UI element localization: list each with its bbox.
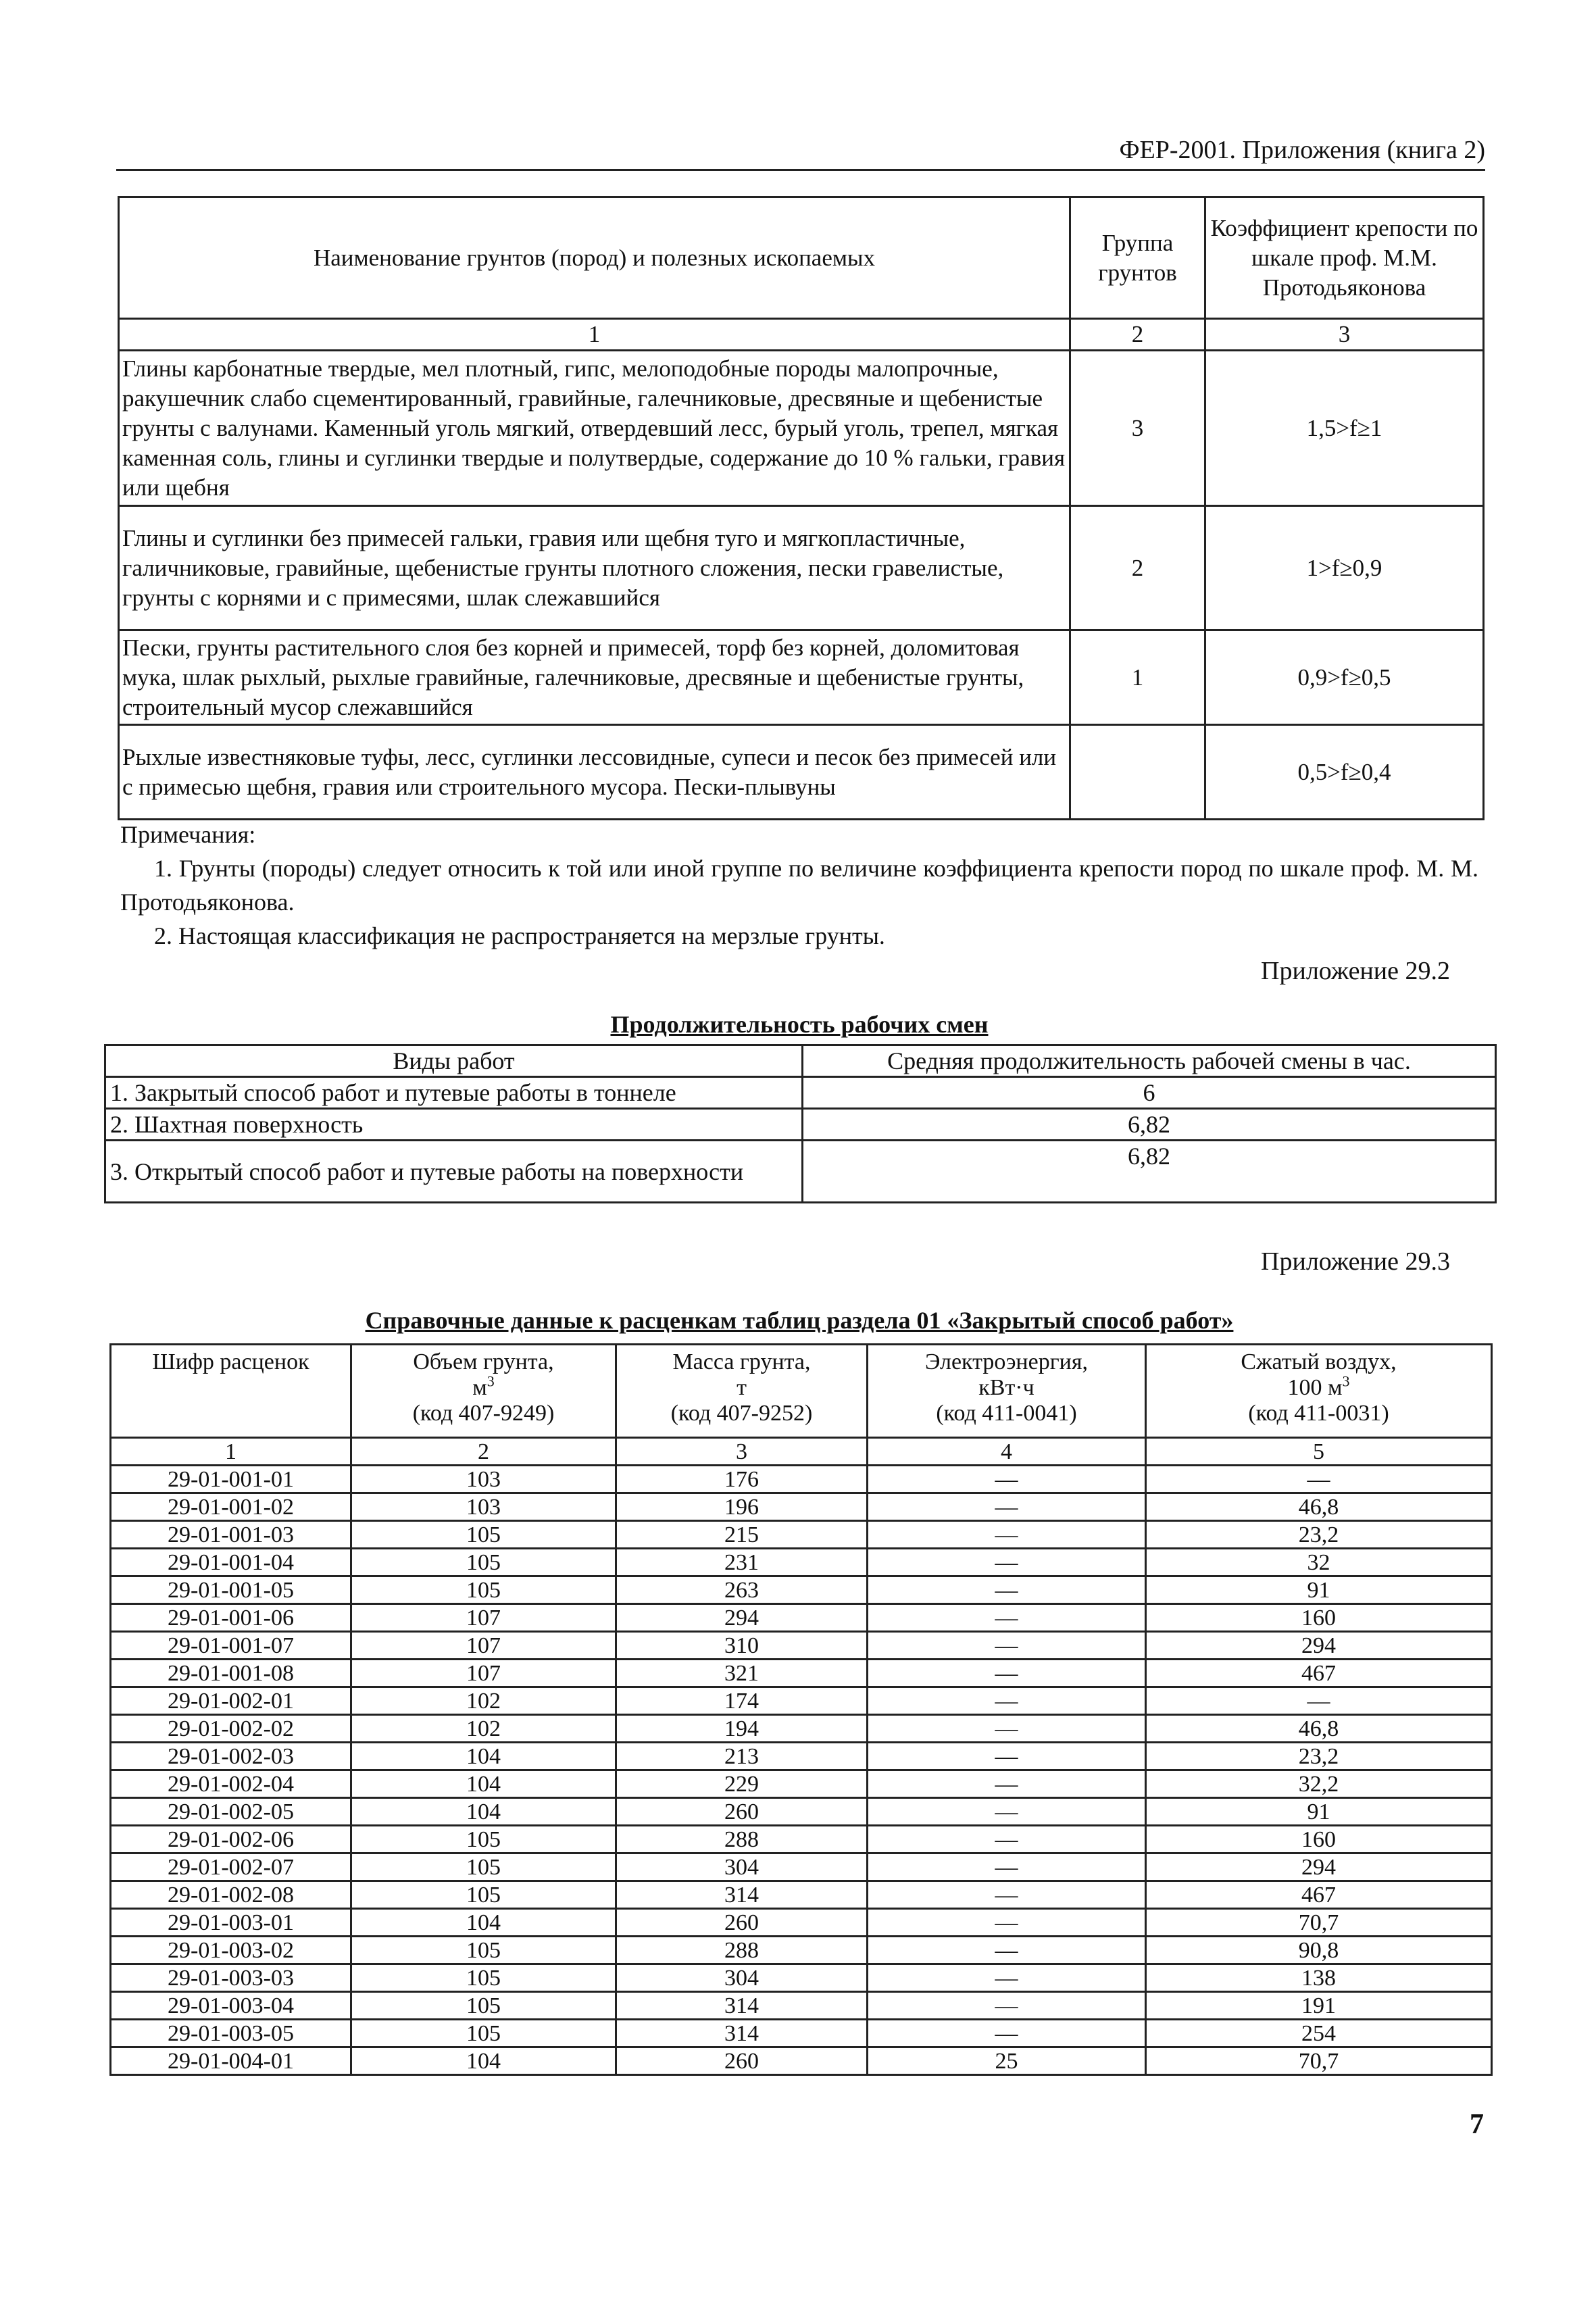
table-row	[111, 1743, 1492, 1770]
electricity: —	[868, 1687, 1146, 1715]
compressed-air: 23,2	[1146, 1521, 1492, 1549]
rate-code: 29-01-001-06	[111, 1604, 351, 1632]
soil-mass: 294	[616, 1604, 868, 1632]
rate-code: 29-01-001-04	[111, 1549, 351, 1576]
rate-code: 29-01-003-05	[111, 2020, 351, 2047]
soil-mass: 304	[616, 1853, 868, 1881]
electricity: —	[868, 1992, 1146, 2020]
electricity: —	[868, 1604, 1146, 1632]
soil-volume: 105	[351, 1853, 616, 1881]
header-soil-name: Наименование грунтов (пород) и полезных ископаемых	[119, 197, 1070, 319]
column-number: 1	[111, 1438, 351, 1466]
header-work-type: Виды работ	[105, 1045, 803, 1077]
note-item: 1. Грунты (породы) следует относить к той или иной группе по величине коэффициента крепости пород по шкале проф. М. М. Протодьяконова.	[120, 855, 1478, 916]
table-row	[111, 2047, 1492, 2075]
electricity: —	[868, 1521, 1146, 1549]
soil-mass: 260	[616, 2047, 868, 2075]
page-number: 7	[1470, 2109, 1484, 2140]
soil-mass: 288	[616, 1937, 868, 1964]
soil-group	[1070, 725, 1205, 820]
soil-volume: 105	[351, 1964, 616, 1992]
compressed-air: 160	[1146, 1604, 1492, 1632]
table-row	[111, 1521, 1492, 1549]
notes-title: Примечания:	[120, 821, 256, 848]
table-row	[111, 1909, 1492, 1937]
column-number: 1	[119, 319, 1070, 351]
soil-classification-table	[118, 196, 1485, 820]
compressed-air: 90,8	[1146, 1937, 1492, 1964]
table-row	[111, 1937, 1492, 1964]
column-number: 2	[1070, 319, 1205, 351]
rate-code: 29-01-002-01	[111, 1687, 351, 1715]
electricity: —	[868, 2020, 1146, 2047]
rate-code: 29-01-004-01	[111, 2047, 351, 2075]
soil-mass: 229	[616, 1770, 868, 1798]
appendix-label: Приложение 29.3	[1261, 1247, 1450, 1276]
header-soil-mass: Масса грунта, т (код 407-9252)	[616, 1345, 868, 1438]
table-row	[105, 1109, 1496, 1141]
running-header: ФЕР-2001. Приложения (книга 2)	[1119, 136, 1485, 164]
rate-code: 29-01-001-01	[111, 1466, 351, 1493]
table-caption: Справочные данные к расценкам таблиц раздела 01 «Закрытый способ работ»	[365, 1307, 1234, 1334]
soil-mass: 260	[616, 1909, 868, 1937]
soil-volume: 104	[351, 1770, 616, 1798]
table-row	[119, 630, 1484, 725]
compressed-air: 254	[1146, 2020, 1492, 2047]
compressed-air: 32	[1146, 1549, 1492, 1576]
table-row	[111, 1660, 1492, 1687]
soil-description: Рыхлые известняковые туфы, лесс, суглинки лессовидные, супеси и песок без примесей или с примесью щебня, гравия или строительного мусора. Пески-плывуны	[119, 725, 1070, 820]
strength-coef: 0,9>f≥0,5	[1205, 630, 1484, 725]
table-row	[111, 1964, 1492, 1992]
rate-code: 29-01-001-05	[111, 1576, 351, 1604]
soil-volume: 107	[351, 1660, 616, 1687]
soil-mass: 314	[616, 1881, 868, 1909]
soil-description: Глины и суглинки без примесей гальки, гравия или щебня туго и мягкопластичные, галичниковые, гравийные, щебенистые грунты плотного сложения, пески гравелистые, грунты с корнями и с примесями, шлак слежавшийся	[119, 506, 1070, 630]
header-rate-code: Шифр расценок	[111, 1345, 351, 1438]
soil-mass: 314	[616, 1992, 868, 2020]
soil-mass: 288	[616, 1826, 868, 1853]
note-item: 2. Настоящая классификация не распространяется на мерзлые грунты.	[154, 922, 885, 949]
soil-volume: 105	[351, 2020, 616, 2047]
soil-volume: 103	[351, 1493, 616, 1521]
electricity: —	[868, 1937, 1146, 1964]
rate-code: 29-01-001-02	[111, 1493, 351, 1521]
header-strength-coef: Коэффициент крепости по шкале проф. М.М. Протодьяконова	[1205, 197, 1484, 319]
soil-mass: 231	[616, 1549, 868, 1576]
work-type: 3. Открытый способ работ и путевые работы на поверхности	[105, 1141, 803, 1203]
appendix-label: Приложение 29.2	[1261, 957, 1450, 985]
electricity: —	[868, 1549, 1146, 1576]
compressed-air: 467	[1146, 1660, 1492, 1687]
table-row	[111, 1632, 1492, 1660]
soil-volume: 104	[351, 2047, 616, 2075]
soil-volume: 105	[351, 1992, 616, 2020]
soil-volume: 105	[351, 1826, 616, 1853]
soil-volume: 105	[351, 1576, 616, 1604]
rate-code: 29-01-002-07	[111, 1853, 351, 1881]
table-caption: Продолжительность рабочих смен	[610, 1011, 989, 1038]
rate-code: 29-01-001-07	[111, 1632, 351, 1660]
table-row	[111, 1881, 1492, 1909]
electricity: —	[868, 1466, 1146, 1493]
compressed-air: 467	[1146, 1881, 1492, 1909]
soil-volume: 103	[351, 1466, 616, 1493]
electricity: —	[868, 1743, 1146, 1770]
compressed-air: 46,8	[1146, 1493, 1492, 1521]
column-number: 2	[351, 1438, 616, 1466]
table-row	[111, 1604, 1492, 1632]
rate-code: 29-01-001-03	[111, 1521, 351, 1549]
header-electricity: Электроэнергия, кВт·ч (код 411-0041)	[868, 1345, 1146, 1438]
compressed-air: 23,2	[1146, 1743, 1492, 1770]
shift-duration-table	[104, 1044, 1497, 1203]
table-row	[119, 725, 1484, 820]
rate-code: 29-01-002-03	[111, 1743, 351, 1770]
table-row	[111, 1576, 1492, 1604]
compressed-air: 91	[1146, 1576, 1492, 1604]
soil-volume: 105	[351, 1521, 616, 1549]
header-soil-volume: Объем грунта, $м^3$ (код 407-9249)	[351, 1345, 616, 1438]
compressed-air: 70,7	[1146, 2047, 1492, 2075]
shift-duration: 6,82	[803, 1141, 1496, 1203]
rate-code: 29-01-002-05	[111, 1798, 351, 1826]
electricity: —	[868, 1770, 1146, 1798]
table-row	[111, 1853, 1492, 1881]
table-row	[111, 1715, 1492, 1743]
electricity: —	[868, 1798, 1146, 1826]
soil-volume: 105	[351, 1881, 616, 1909]
soil-volume: 105	[351, 1549, 616, 1576]
electricity: —	[868, 1493, 1146, 1521]
soil-volume: 105	[351, 1937, 616, 1964]
column-number: 4	[868, 1438, 1146, 1466]
soil-group: 3	[1070, 351, 1205, 506]
soil-mass: 260	[616, 1798, 868, 1826]
electricity: —	[868, 1826, 1146, 1853]
compressed-air: —	[1146, 1466, 1492, 1493]
soil-description: Глины карбонатные твердые, мел плотный, гипс, мелоподобные породы малопрочные, ракушечник слабо сцементированный, гравийные, галечниковые, дресвяные и щебенистые грунты с валунами. Каменный уголь мягкий, отвердевший лесс, бурый уголь, трепел, мягкая каменная соль, глины и суглинки твердые и полутвердые, содержание до 10 % гальки, гравия или щебня	[119, 351, 1070, 506]
soil-description: Пески, грунты растительного слоя без корней и примесей, торф без корней, доломитовая мука, шлак рыхлый, рыхлые гравийные, галечниковые, дресвяные и щебенистые грунты, строительный мусор слежавшийся	[119, 630, 1070, 725]
rate-code: 29-01-002-06	[111, 1826, 351, 1853]
rate-code: 29-01-003-02	[111, 1937, 351, 1964]
compressed-air: 32,2	[1146, 1770, 1492, 1798]
compressed-air: 91	[1146, 1798, 1492, 1826]
electricity: —	[868, 1853, 1146, 1881]
table-row	[105, 1077, 1496, 1109]
table-row	[111, 1687, 1492, 1715]
table-row	[119, 351, 1484, 506]
column-number: 3	[616, 1438, 868, 1466]
table-row	[111, 1466, 1492, 1493]
electricity: —	[868, 1909, 1146, 1937]
soil-mass: 304	[616, 1964, 868, 1992]
soil-mass: 194	[616, 1715, 868, 1743]
soil-volume: 102	[351, 1715, 616, 1743]
electricity: —	[868, 1881, 1146, 1909]
soil-mass: 213	[616, 1743, 868, 1770]
shift-duration: 6	[803, 1077, 1496, 1109]
table-row	[119, 506, 1484, 630]
electricity: —	[868, 1660, 1146, 1687]
compressed-air: 191	[1146, 1992, 1492, 2020]
compressed-air: 294	[1146, 1632, 1492, 1660]
rate-code: 29-01-003-03	[111, 1964, 351, 1992]
soil-volume: 104	[351, 1909, 616, 1937]
shift-duration: 6,82	[803, 1109, 1496, 1141]
strength-coef: 1>f≥0,9	[1205, 506, 1484, 630]
soil-volume: 107	[351, 1632, 616, 1660]
soil-mass: 176	[616, 1466, 868, 1493]
compressed-air: 70,7	[1146, 1909, 1492, 1937]
soil-mass: 314	[616, 2020, 868, 2047]
column-number: 3	[1205, 319, 1484, 351]
electricity: —	[868, 1576, 1146, 1604]
header-shift-duration: Средняя продолжительность рабочей смены в час.	[803, 1045, 1496, 1077]
electricity: —	[868, 1632, 1146, 1660]
table-row	[111, 1549, 1492, 1576]
work-type: 2. Шахтная поверхность	[105, 1109, 803, 1141]
table-row	[111, 2020, 1492, 2047]
header-rule	[116, 169, 1485, 171]
header-compressed-air: Сжатый воздух, 100 $м^3$ (код 411-0031)	[1146, 1345, 1492, 1438]
electricity: —	[868, 1964, 1146, 1992]
table-row	[111, 1826, 1492, 1853]
soil-group: 2	[1070, 506, 1205, 630]
work-type: 1. Закрытый способ работ и путевые работы в тоннеле	[105, 1077, 803, 1109]
rate-code: 29-01-002-02	[111, 1715, 351, 1743]
rate-code: 29-01-001-08	[111, 1660, 351, 1687]
compressed-air: —	[1146, 1687, 1492, 1715]
soil-mass: 174	[616, 1687, 868, 1715]
electricity: 25	[868, 2047, 1146, 2075]
soil-volume: 107	[351, 1604, 616, 1632]
compressed-air: 138	[1146, 1964, 1492, 1992]
compressed-air: 294	[1146, 1853, 1492, 1881]
rate-code: 29-01-002-08	[111, 1881, 351, 1909]
compressed-air: 46,8	[1146, 1715, 1492, 1743]
strength-coef: 0,5>f≥0,4	[1205, 725, 1484, 820]
table-row	[105, 1141, 1496, 1203]
reference-data-table	[109, 1343, 1493, 2076]
column-number: 5	[1146, 1438, 1492, 1466]
table-row	[111, 1798, 1492, 1826]
rate-code: 29-01-003-04	[111, 1992, 351, 2020]
soil-mass: 196	[616, 1493, 868, 1521]
notes-block	[120, 818, 1478, 953]
table-row	[111, 1493, 1492, 1521]
strength-coef: 1,5>f≥1	[1205, 351, 1484, 506]
soil-volume: 102	[351, 1687, 616, 1715]
soil-volume: 104	[351, 1798, 616, 1826]
soil-mass: 310	[616, 1632, 868, 1660]
table-row	[111, 1770, 1492, 1798]
soil-volume: 104	[351, 1743, 616, 1770]
soil-group: 1	[1070, 630, 1205, 725]
soil-mass: 263	[616, 1576, 868, 1604]
reference-data-rows	[111, 1466, 1492, 2075]
soil-mass: 215	[616, 1521, 868, 1549]
compressed-air: 160	[1146, 1826, 1492, 1853]
rate-code: 29-01-002-04	[111, 1770, 351, 1798]
header-soil-group: Группа грунтов	[1070, 197, 1205, 319]
table-row	[111, 1992, 1492, 2020]
electricity: —	[868, 1715, 1146, 1743]
soil-mass: 321	[616, 1660, 868, 1687]
rate-code: 29-01-003-01	[111, 1909, 351, 1937]
